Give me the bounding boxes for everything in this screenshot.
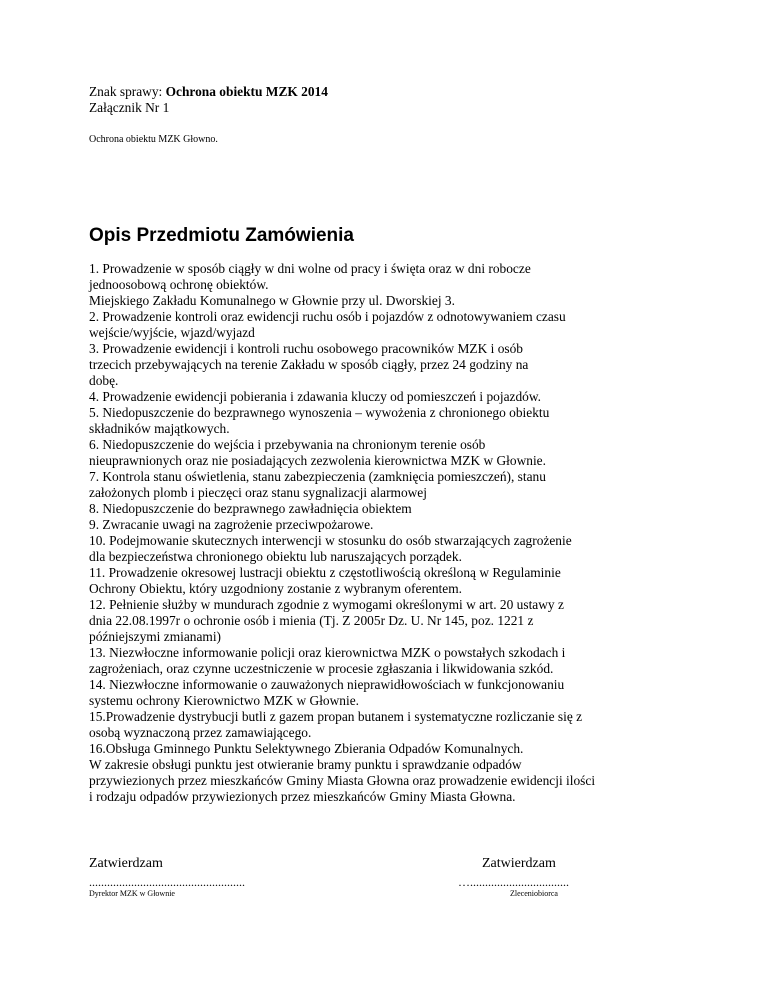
signature-role: Dyrektor MZK w Głownie [89,889,175,898]
case-number [89,84,709,100]
list-line: osobą wyznaczoną przez zamawiającego. [89,725,312,740]
list-line: dobę. [89,373,119,388]
list-line: 3. Prowadzenie ewidencji i kontroli ruchu osobowego pracowników MZK i osób [89,341,523,356]
list-line: 9. Zwracanie uwagi na zagrożenie przeciwpożarowe. [89,517,374,532]
list-line: 12. Pełnienie służby w mundurach zgodnie z wymogami określonymi w art. 20 ustawy z [89,597,564,612]
attachment-label: Załącznik Nr 1 [89,100,170,115]
list-line: składników majątkowych. [89,421,230,436]
signature-title: Zatwierdzam [482,856,556,871]
list-line: 16.Obsługa Gminnego Punktu Selektywnego Zbierania Odpadów Komunalnych. [89,741,524,756]
document-heading: Opis Przedmiotu Zamówienia [89,225,354,246]
signature-line: .................................................... [89,875,245,889]
list-line: dla bezpieczeństwa chronionego obiektu lub naruszających porządek. [89,549,462,564]
list-line: Miejskiego Zakładu Komunalnego w Głownie przy ul. Dworskiej 3. [89,293,455,308]
signature-line: …................................. [458,875,569,889]
subject-line: Ochrona obiektu MZK Głowno. [89,134,218,145]
list-line: 8. Niedopuszczenie do bezprawnego zawładnięcia obiektem [89,501,412,516]
list-line: późniejszymi zmianami) [89,629,222,644]
list-line: przywiezionych przez mieszkańców Gminy Miasta Głowna oraz prowadzenie ewidencji ilości [89,773,596,788]
signature-role: Zleceniobiorca [510,889,558,898]
signature-title: Zatwierdzam [89,856,163,871]
case-value: Ochrona obiektu MZK 2014 [165,84,328,99]
list-line: W zakresie obsługi punktu jest otwieranie bramy punktu i sprawdzanie odpadów [89,757,522,772]
list-line: wejście/wyjście, wjazd/wyjazd [89,325,255,340]
list-line: systemu ochrony Kierownictwo MZK w Głownie. [89,693,360,708]
list-line: 13. Niezwłoczne informowanie policji oraz kierownictwa MZK o powstałych szkodach i [89,645,566,660]
list-line: i rodzaju odpadów przywiezionych przez mieszkańców Gminy Miasta Głowna. [89,789,516,804]
list-line: 5. Niedopuszczenie do bezprawnego wynoszenia – wywożenia z chronionego obiektu [89,405,550,420]
list-line: trzecich przebywających na terenie Zakładu w sposób ciągły, przez 24 godziny na [89,357,529,372]
list-line: 14. Niezwłoczne informowanie o zauważonych nieprawidłowościach w funkcjonowaniu [89,677,565,692]
list-line: 6. Niedopuszczenie do wejścia i przebywania na chronionym terenie osób [89,437,486,452]
requirements-list [89,261,709,805]
list-line: 15.Prowadzenie dystrybucji butli z gazem propan butanem i systematyczne rozliczanie się z [89,709,583,724]
document-body [89,84,709,805]
list-line: 4. Prowadzenie ewidencji pobierania i zdawania kluczy od pomieszczeń i pojazdów. [89,389,542,404]
list-line: Ochrony Obiektu, który uzgodniony zostanie z wybranym oferentem. [89,581,462,596]
signature-block-right [458,855,569,899]
case-label: Znak sprawy: [89,84,166,99]
list-line: założonych plomb i pieczęci oraz stanu sygnalizacji alarmowej [89,485,427,500]
list-line: 7. Kontrola stanu oświetlenia, stanu zabezpieczenia (zamknięcia pomieszczeń), stanu [89,469,546,484]
list-line: jednoosobową ochronę obiektów. [89,277,269,292]
list-line: 2. Prowadzenie kontroli oraz ewidencji ruchu osób i pojazdów z odnotowywaniem czasu [89,309,566,324]
list-line: dnia 22.08.1997r o ochronie osób i mienia (Tj. Z 2005r Dz. U. Nr 145, poz. 1221 z [89,613,534,628]
list-line: 10. Podejmowanie skutecznych interwencji w stosunku do osób stwarzających zagrożenie [89,533,572,548]
list-line: 1. Prowadzenie w sposób ciągły w dni wolne od pracy i święta oraz w dni robocze [89,261,531,276]
list-line: 11. Prowadzenie okresowej lustracji obiektu z częstotliwością określoną w Regulaminie [89,565,561,580]
list-line: nieuprawnionych oraz nie posiadających zezwolenia kierownictwa MZK w Głownie. [89,453,546,468]
signature-block-left [89,855,245,899]
list-line: zagrożeniach, oraz czynne uczestniczenie w procesie zgłaszania i likwidowania szkód. [89,661,554,676]
